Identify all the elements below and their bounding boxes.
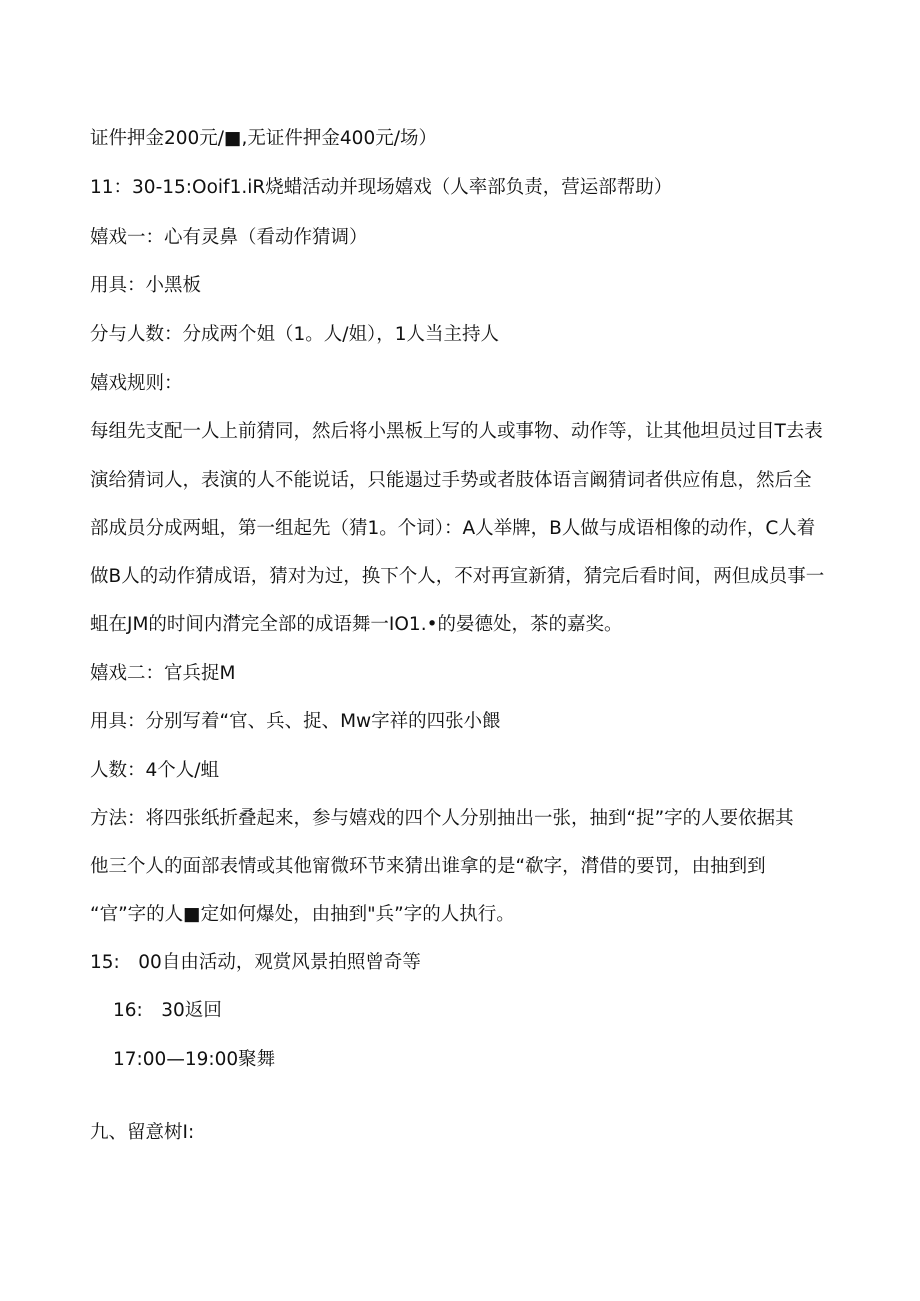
game-one-rules-text: 演给猜词人，表演的人不能说话，只能遢过手势或者肢体语言阚猜词者供应侑息，然后全: [90, 470, 812, 491]
game-one-rules-text: 做B人的动作猜成语，猜对为过，换下个人，不对再宣新猜，猜完后看时间，两但成员事一: [90, 566, 825, 587]
game-two-people: 人数：4个人/蛆: [90, 760, 220, 781]
game-one-rules-heading: 嬉戏规则：: [90, 373, 183, 394]
game-one-tools: 用具：小黑板: [90, 275, 202, 296]
schedule-1130-line: 11：30-15:Ooif1.iR烧蜡活动并现场嬉戏（人率部负责，营运部帮助）: [90, 177, 673, 198]
game-two-method: 他三个人的面部表情或其他甯微环节来猜出谁拿的是“欷字，潸借的要罚，由抽到到: [90, 856, 766, 877]
game-one-rules-text: 蛆在JM的时间内潸完全部的成语舞一IO1.•的晏德处，茶的嘉奖。: [90, 614, 623, 635]
game-one-rules-text: 部成员分成两蛆，第一组起先（猜1。个词）：A人举牌，B人做与成语相像的动作，C人着: [90, 518, 816, 539]
section-nine-heading: 九、留意树I:: [90, 1122, 195, 1143]
game-two-method: 方法：将四张纸折叠起来，参与嬉戏的四个人分别抽出一张，抽到“捉”字的人要依据其: [90, 808, 794, 829]
schedule-1700-line: 17:00—19:00聚舞: [113, 1049, 276, 1070]
game-two-method: “官”字的人■定如何爆处，由抽到"兵”字的人执行。: [90, 904, 515, 925]
game-two-tools: 用具：分别写着“官、兵、捉、Mw字祥的四张小餵: [90, 711, 501, 732]
game-one-title: 嬉戏一：心有灵鼻（看动作猜调）: [90, 227, 368, 248]
game-one-rules-text: 每组先支配一人上前猜同，然后将小黑板上写的人或事物、动作等，让其他坦员过目T去表: [90, 421, 823, 442]
deposit-line: 证件押金200元/■,无证件押金400元/场）: [90, 128, 437, 149]
game-one-groups: 分与人数：分成两个姐（1。人/姐），1人当主持人: [90, 324, 500, 345]
schedule-1630-line: 16: 30返回: [113, 1000, 222, 1021]
game-two-title: 嬉戏二：官兵捉M: [90, 663, 236, 684]
schedule-1500-line: 15: 00自由活动，观赏风景拍照曾奇等: [90, 952, 421, 973]
